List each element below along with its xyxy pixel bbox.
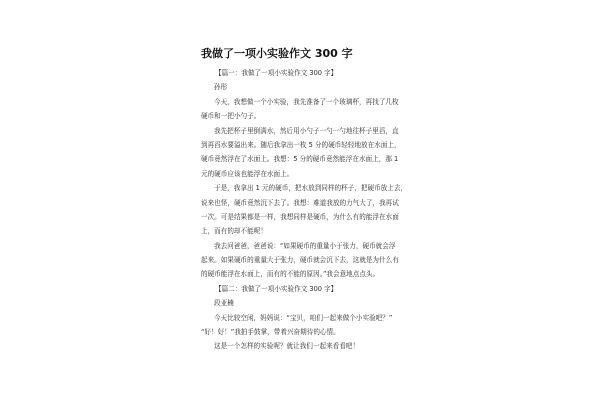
paragraph-line: 的硬币能浮在水面上，而有的不能的原因。”我会意地点点头。 (201, 270, 380, 279)
document-body (201, 66, 408, 354)
paragraph-line: 起来。如果硬币的重量大于张力，硬币就会沉下去，这就是为什么有 (201, 256, 399, 265)
section-heading: 【篇二：我做了一项小实验作文 300 字】 (215, 284, 338, 293)
paragraph (201, 95, 403, 124)
paragraph-line: 到再舀水要溢出来。随后我拿出一枚 5 分的硬币轻轻地放在水面上， (201, 140, 401, 149)
paragraph-line: “好！好！”我拍手鼓掌，带着兴奋期待的心情。 (201, 328, 340, 337)
paragraph-line: 硬币和一把小勺子。 (201, 112, 261, 121)
document-title: 我做了一项小实验作文 300 字 (201, 47, 353, 60)
paragraph (201, 339, 403, 353)
paragraph (201, 239, 403, 282)
paragraph-line: 说来也怪，硬币竟然沉下去了。我想：难道我放的力气大了，我再试 (201, 198, 399, 207)
paragraph-line: 一次。可是结果都是一样，我想同样是硬币，为什么有的能浮在水面 (201, 212, 399, 221)
paragraph (201, 124, 403, 182)
paragraph-line: 我先把杯子里倒满水，然后用小勺子一勺一勺地往杯子里舀，直 (214, 126, 399, 135)
section-heading: 【篇一：我做了一项小实验作文 300 字】 (215, 69, 338, 77)
paragraph-line: 这是一个怎样的实验呢？就让我们一起来看看吧！ (214, 342, 360, 351)
paragraph (201, 311, 403, 340)
paragraph-line: 硬币竟然浮在了水面上。我想：5 分的硬币竟然能浮在水面上，那 1 (201, 155, 399, 164)
paragraph-line: 元的硬币应该也能浮在水面上。 (201, 169, 294, 178)
paragraph-line: 上，而有的却不能呢！ (201, 227, 267, 236)
paragraph (201, 181, 408, 239)
paragraph-line: 我去问爸爸，爸爸说：“如果硬币的重量小于张力，硬币就会浮 (214, 241, 396, 250)
author-name: 孙彤 (214, 83, 228, 92)
paragraph-line: 今天，我想做一个小实验，我先准备了一个玻璃杯，再找了几枚 (214, 97, 399, 106)
author-name: 段亚楠 (214, 299, 234, 308)
paragraph-line: 于是，我拿出 1 元的硬币，把水放到同样的杯子，把硬币放上去， (214, 184, 408, 193)
paragraph-line: 今天比较空闲，妈妈说：“宝贝，咱们一起来做个小实验吧？” (214, 313, 393, 322)
